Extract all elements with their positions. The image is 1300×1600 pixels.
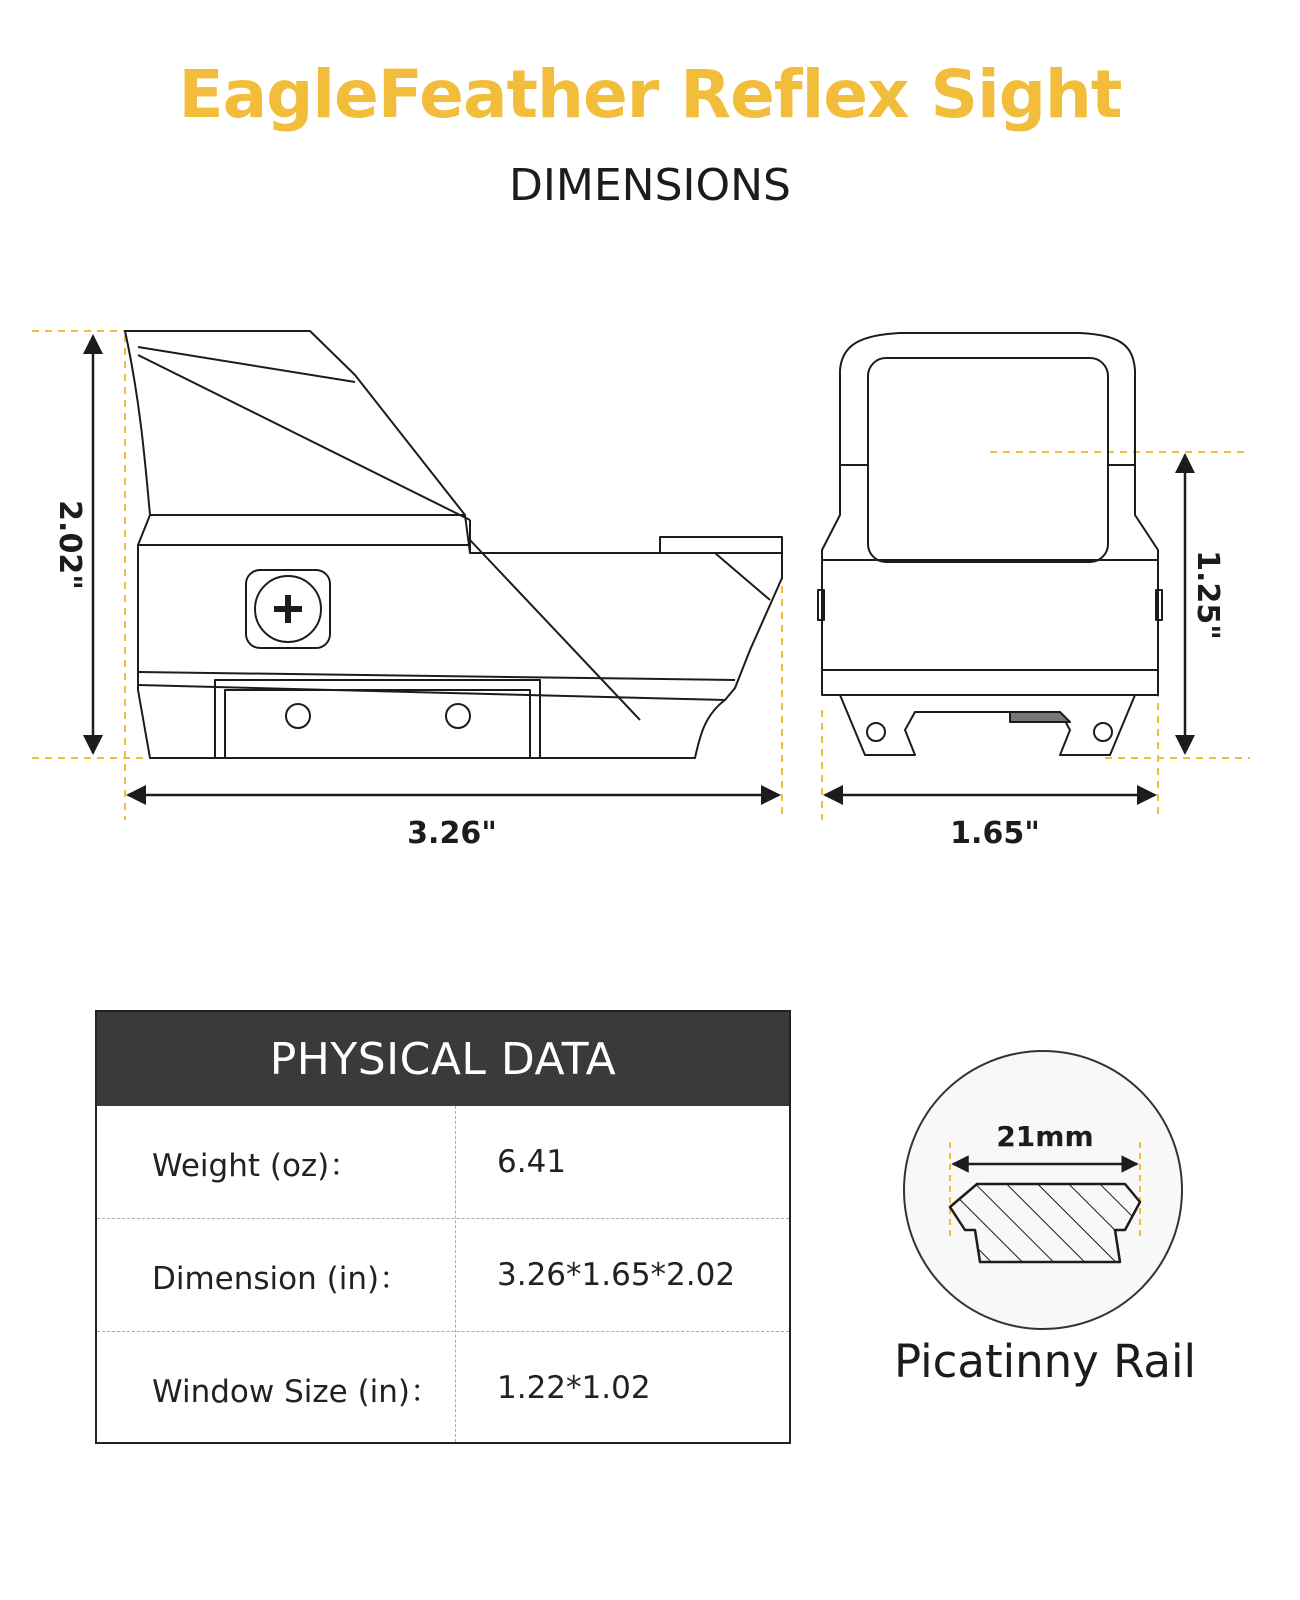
- window-size-value: 1.22*1.02: [497, 1370, 651, 1406]
- dimension-arrows: [93, 336, 1185, 795]
- weight-label: Weight (oz)：: [152, 1147, 361, 1184]
- dimension-label: Dimension (in)：: [152, 1260, 411, 1297]
- side-view-outline: [125, 331, 782, 758]
- height-dimension-label: 2.02": [52, 500, 87, 590]
- rail-width-label: 21mm: [996, 1120, 1094, 1153]
- rail-caption: Picatinny Rail: [894, 1335, 1196, 1388]
- page-subtitle: DIMENSIONS: [509, 160, 791, 211]
- page-title: EagleFeather Reflex Sight: [178, 56, 1122, 133]
- picatinny-rail-diagram: [903, 1050, 1183, 1330]
- length-dimension-label: 3.26": [407, 816, 497, 851]
- rail-profile-drawing: [905, 1052, 1181, 1328]
- front-view-outline: [818, 333, 1162, 755]
- table-row: [97, 1218, 789, 1331]
- dimension-value: 3.26*1.65*2.02: [497, 1257, 736, 1293]
- table-row: [97, 1331, 789, 1444]
- physical-data-table: [95, 1010, 791, 1444]
- window-size-label: Window Size (in)：: [152, 1373, 442, 1410]
- weight-value: 6.41: [497, 1144, 567, 1180]
- width-dimension-label: 1.65": [950, 816, 1040, 851]
- window-height-dimension-label: 1.25": [1190, 550, 1225, 640]
- physical-data-heading: PHYSICAL DATA: [97, 1012, 789, 1106]
- table-row: [97, 1106, 789, 1218]
